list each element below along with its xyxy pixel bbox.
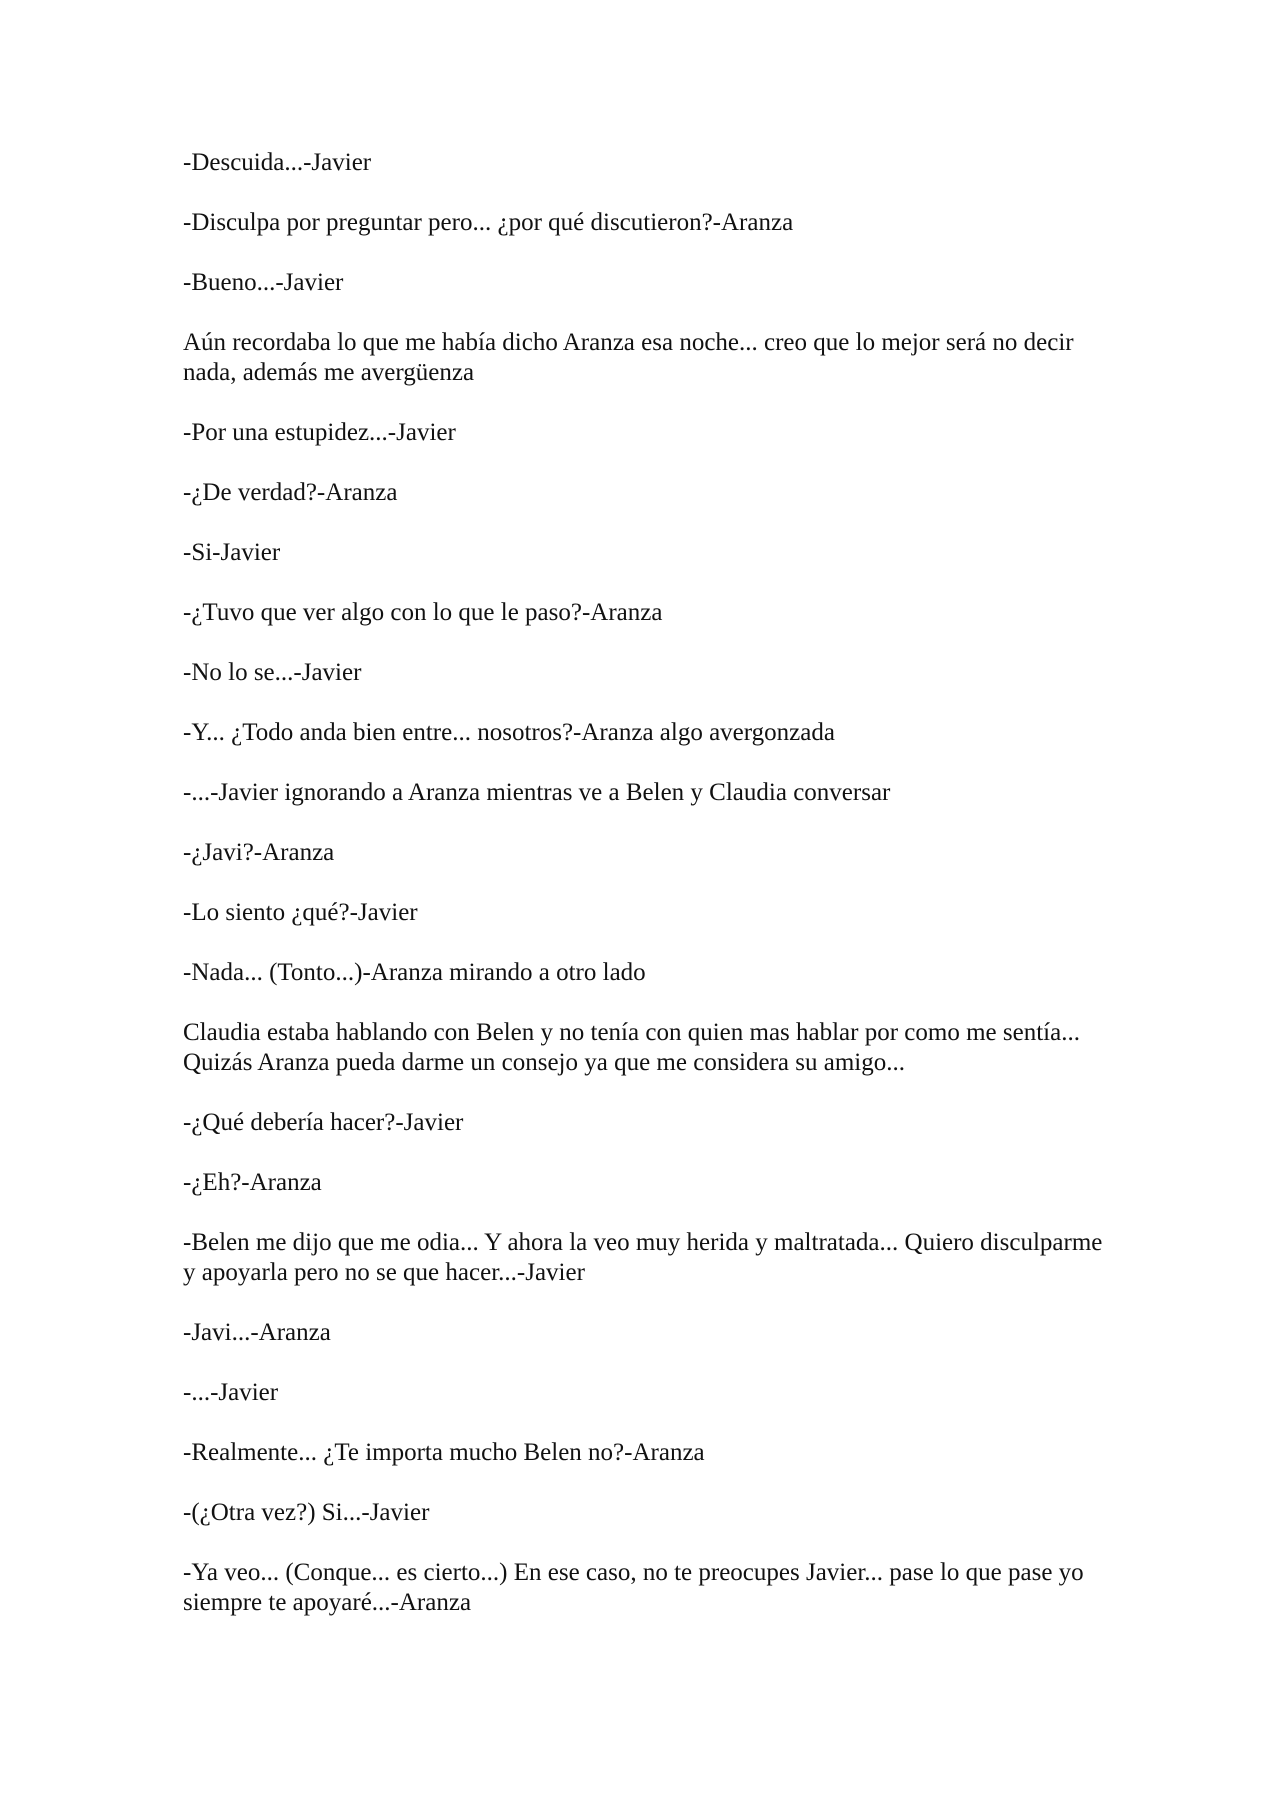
paragraph: Claudia estaba hablando con Belen y no tenía con quien mas hablar por como me sentía... Quizás Aranza pueda darme un consejo ya que me considera su amigo... [183, 1019, 1080, 1076]
paragraph: -Si-Javier [183, 539, 281, 566]
paragraph: -Disculpa por preguntar pero... ¿por qué discutieron?-Aranza [183, 209, 794, 236]
paragraph: -...-Javier [183, 1379, 279, 1406]
paragraph: Aún recordaba lo que me había dicho Aranza esa noche... creo que lo mejor será no decir nada, además me avergüenza [183, 329, 1074, 386]
paragraph: -Bueno...-Javier [183, 269, 344, 296]
paragraph: -Descuida...-Javier [183, 149, 372, 176]
paragraph: -Por una estupidez...-Javier [183, 419, 456, 446]
paragraph: -Ya veo... (Conque... es cierto...) En ese caso, no te preocupes Javier... pase lo que pase yo siempre te apoyaré...-Aranza [183, 1559, 1084, 1616]
paragraph: -¿Javi?-Aranza [183, 839, 335, 866]
paragraph: -Lo siento ¿qué?-Javier [183, 899, 418, 926]
paragraph: -¿De verdad?-Aranza [183, 479, 398, 506]
paragraph: -Realmente... ¿Te importa mucho Belen no?-Aranza [183, 1439, 705, 1466]
paragraph: -...-Javier ignorando a Aranza mientras ve a Belen y Claudia conversar [183, 779, 891, 806]
paragraph: -Javi...-Aranza [183, 1319, 331, 1346]
paragraph: -Y... ¿Todo anda bien entre... nosotros?-Aranza algo avergonzada [183, 719, 835, 746]
paragraph: -(¿Otra vez?) Si...-Javier [183, 1499, 430, 1526]
paragraph: -Nada... (Tonto...)-Aranza mirando a otro lado [183, 959, 646, 986]
paragraph: -¿Qué debería hacer?-Javier [183, 1109, 464, 1136]
paragraph: -Belen me dijo que me odia... Y ahora la veo muy herida y maltratada... Quiero disculparme y apoyarla pero no se que hacer...-Javier [183, 1229, 1103, 1286]
paragraph: -¿Tuvo que ver algo con lo que le paso?-Aranza [183, 599, 663, 626]
paragraph: -No lo se...-Javier [183, 659, 362, 686]
paragraph: -¿Eh?-Aranza [183, 1169, 322, 1196]
document-body [183, 148, 1103, 1648]
